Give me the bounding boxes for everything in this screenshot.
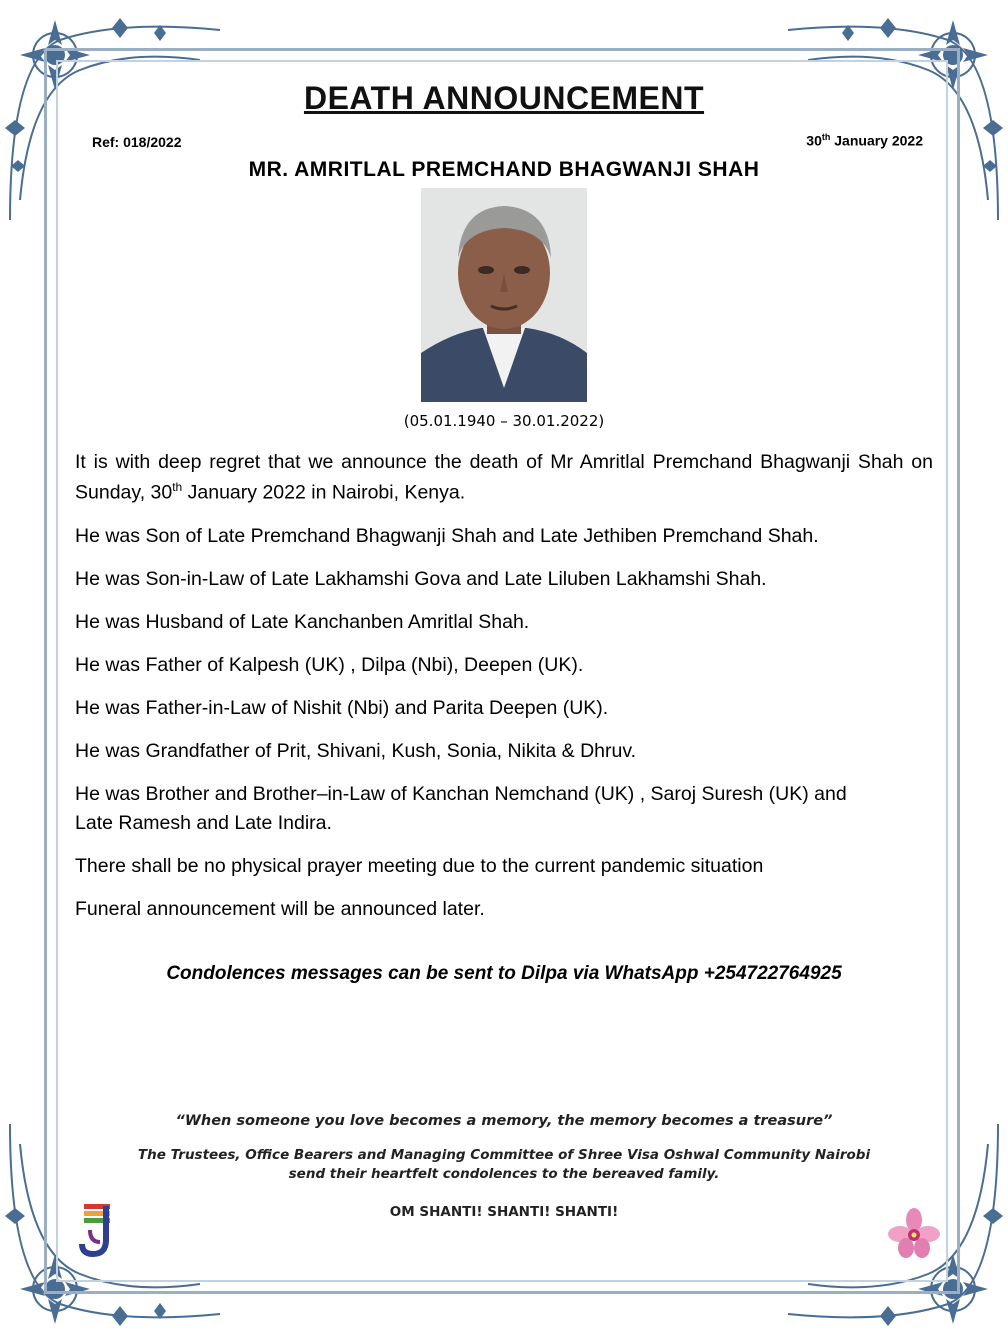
lifespan-dates: (05.01.1940 – 30.01.2022)	[403, 412, 605, 430]
relation-line: Late Ramesh and Late Indira.	[75, 812, 332, 834]
intro-paragraph: It is with deep regret that we announce the death of Mr Amritlal Premchand Bhagwanji Shah on Sunday, 30th January 2022 in Nairobi, Kenya.	[75, 451, 933, 504]
deceased-name: MR. AMRITLAL PREMCHAND BHAGWANJI SHAH	[248, 158, 760, 181]
trustees-line-2: send their heartfelt condolences to the bereaved family.	[288, 1166, 720, 1182]
deceased-portrait	[421, 188, 587, 402]
funeral-note: Funeral announcement will be announced later.	[75, 898, 485, 920]
relation-line: He was Father-in-Law of Nishit (Nbi) and Parita Deepen (UK).	[75, 697, 609, 719]
page-title: DEATH ANNOUNCEMENT	[303, 80, 705, 116]
relation-line: He was Son of Late Premchand Bhagwanji Shah and Late Jethiben Premchand Shah.	[75, 525, 819, 547]
relation-line: He was Son-in-Law of Late Lakhamshi Gova and Late Liluben Lakhamshi Shah.	[75, 568, 767, 590]
prayer-meeting-note: There shall be no physical prayer meeting due to the current pandemic situation	[75, 855, 764, 877]
relation-line: He was Husband of Late Kanchanben Amritlal Shah.	[75, 611, 530, 633]
memorial-quote: “When someone you love becomes a memory, the memory becomes a treasure”	[175, 1113, 833, 1129]
community-logo-icon	[76, 1200, 120, 1258]
condolence-contact: Condolences messages can be sent to Dilpa via WhatsApp +254722764925	[166, 963, 842, 984]
announcement-date: 30th January 2022	[806, 132, 923, 149]
trustees-message	[0, 1146, 1008, 1184]
trustees-line-1: The Trustees, Office Bearers and Managing Committee of Shree Visa Oshwal Community Nairobi	[137, 1147, 871, 1163]
relation-line: He was Brother and Brother–in-Law of Kanchan Nemchand (UK) , Saroj Suresh (UK) and	[75, 783, 847, 805]
orchid-flower-icon	[888, 1208, 940, 1260]
reference-number: Ref: 018/2022	[92, 134, 182, 150]
om-shanti-text: OM SHANTI! SHANTI! SHANTI!	[389, 1204, 619, 1220]
relation-line: He was Grandfather of Prit, Shivani, Kush, Sonia, Nikita & Dhruv.	[75, 740, 637, 762]
relation-line: He was Father of Kalpesh (UK) , Dilpa (Nbi), Deepen (UK).	[75, 654, 584, 676]
